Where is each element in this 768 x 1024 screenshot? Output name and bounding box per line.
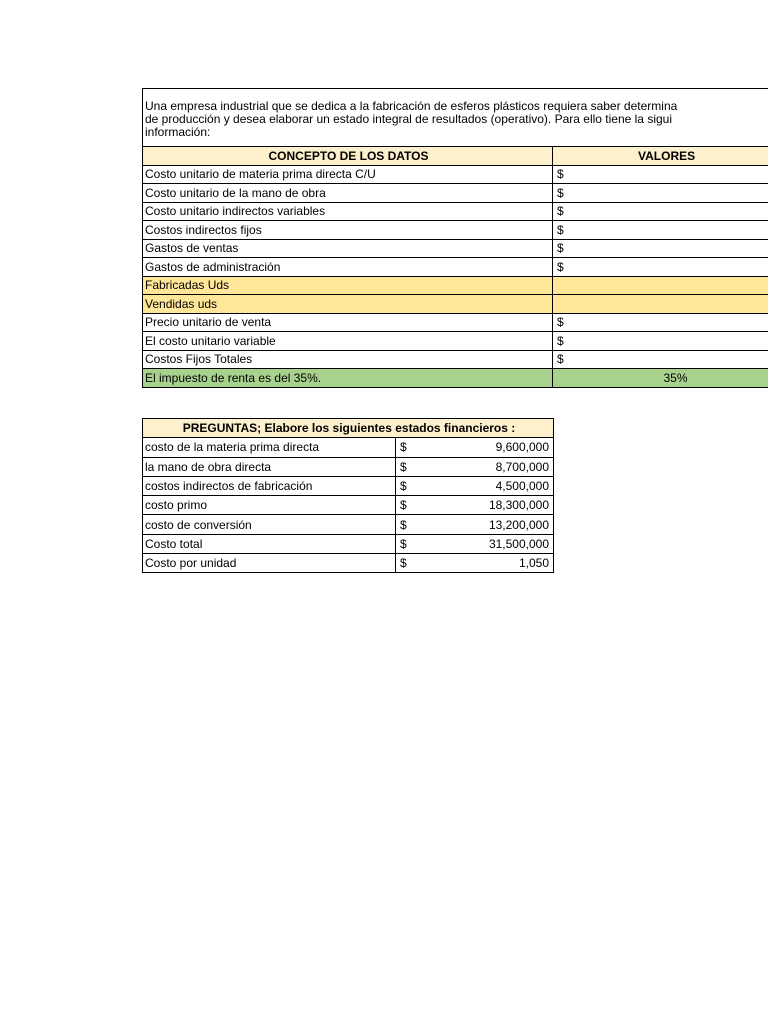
intro-line-3: información: xyxy=(145,125,211,139)
row-label[interactable]: El costo unitario variable xyxy=(143,332,553,351)
question-label[interactable]: costos indirectos de fabricación xyxy=(143,476,396,495)
table-row xyxy=(143,554,554,573)
row-value[interactable] xyxy=(553,276,768,295)
currency-symbol[interactable]: $ xyxy=(396,457,424,476)
table-row-fabricadas xyxy=(143,276,768,295)
row-value[interactable]: $ xyxy=(553,239,768,258)
row-value[interactable]: $ xyxy=(553,221,768,240)
table-row xyxy=(143,332,768,351)
question-label[interactable]: la mano de obra directa xyxy=(143,457,396,476)
table-row xyxy=(143,239,768,258)
table-row xyxy=(143,221,768,240)
currency-symbol[interactable]: $ xyxy=(396,476,424,495)
table-row xyxy=(143,476,554,495)
table-row xyxy=(143,313,768,332)
row-value[interactable] xyxy=(553,295,768,314)
row-value[interactable]: $ xyxy=(553,258,768,277)
row-label[interactable]: Vendidas uds xyxy=(143,295,553,314)
row-value[interactable]: $ xyxy=(553,332,768,351)
table-row xyxy=(143,165,768,184)
question-label[interactable]: Costo total xyxy=(143,534,396,553)
row-value[interactable]: $ xyxy=(553,202,768,221)
question-label[interactable]: costo de la materia prima directa xyxy=(143,438,396,457)
amount-value[interactable]: 1,050 xyxy=(424,554,554,573)
table-row xyxy=(143,457,554,476)
row-value[interactable]: $ xyxy=(553,184,768,203)
questions-title[interactable]: PREGUNTAS; Elabore los siguientes estados financieros : xyxy=(143,419,554,438)
row-value[interactable]: 35% xyxy=(553,369,768,388)
table-row xyxy=(143,496,554,515)
data-table xyxy=(142,146,768,388)
currency-symbol[interactable]: $ xyxy=(396,515,424,534)
amount-value[interactable]: 18,300,000 xyxy=(424,496,554,515)
questions-sheet xyxy=(142,418,554,573)
intro-line-2: de producción y desea elaborar un estado integral de resultados (operativo). Para ello tiene la sigui xyxy=(145,112,672,126)
amount-value[interactable]: 9,600,000 xyxy=(424,438,554,457)
problem-statement xyxy=(142,88,768,146)
row-label[interactable]: Gastos de ventas xyxy=(143,239,553,258)
currency-symbol[interactable]: $ xyxy=(396,554,424,573)
row-label[interactable]: Costo unitario indirectos variables xyxy=(143,202,553,221)
row-value[interactable]: $ xyxy=(553,165,768,184)
table-row xyxy=(143,184,768,203)
row-value[interactable]: $ xyxy=(553,313,768,332)
table-row xyxy=(143,534,554,553)
row-label[interactable]: Costo unitario de la mano de obra xyxy=(143,184,553,203)
questions-table xyxy=(142,418,554,573)
intro-line-1: Una empresa industrial que se dedica a la fabricación de esferos plásticos requiera saber determina xyxy=(145,99,678,113)
data-sheet xyxy=(142,88,768,388)
questions-header xyxy=(143,419,554,438)
table-row xyxy=(143,258,768,277)
question-label[interactable]: Costo por unidad xyxy=(143,554,396,573)
row-label[interactable]: Precio unitario de venta xyxy=(143,313,553,332)
question-label[interactable]: costo primo xyxy=(143,496,396,515)
amount-value[interactable]: 4,500,000 xyxy=(424,476,554,495)
table-row xyxy=(143,438,554,457)
table-row-vendidas xyxy=(143,295,768,314)
question-label[interactable]: costo de conversión xyxy=(143,515,396,534)
table-row xyxy=(143,350,768,369)
row-label[interactable]: Costo unitario de materia prima directa C/U xyxy=(143,165,553,184)
table-row xyxy=(143,202,768,221)
currency-symbol[interactable]: $ xyxy=(396,534,424,553)
data-table-header xyxy=(143,147,768,166)
row-label[interactable]: El impuesto de renta es del 35%. xyxy=(143,369,553,388)
row-label[interactable]: Costos indirectos fijos xyxy=(143,221,553,240)
amount-value[interactable]: 8,700,000 xyxy=(424,457,554,476)
table-row xyxy=(143,515,554,534)
table-row-tax xyxy=(143,369,768,388)
amount-value[interactable]: 13,200,000 xyxy=(424,515,554,534)
currency-symbol[interactable]: $ xyxy=(396,496,424,515)
row-label[interactable]: Costos Fijos Totales xyxy=(143,350,553,369)
row-label[interactable]: Gastos de administración xyxy=(143,258,553,277)
header-concepto[interactable]: CONCEPTO DE LOS DATOS xyxy=(143,147,553,166)
row-label[interactable]: Fabricadas Uds xyxy=(143,276,553,295)
header-valores[interactable]: VALORES xyxy=(553,147,768,166)
row-value[interactable]: $ xyxy=(553,350,768,369)
amount-value[interactable]: 31,500,000 xyxy=(424,534,554,553)
currency-symbol[interactable]: $ xyxy=(396,438,424,457)
